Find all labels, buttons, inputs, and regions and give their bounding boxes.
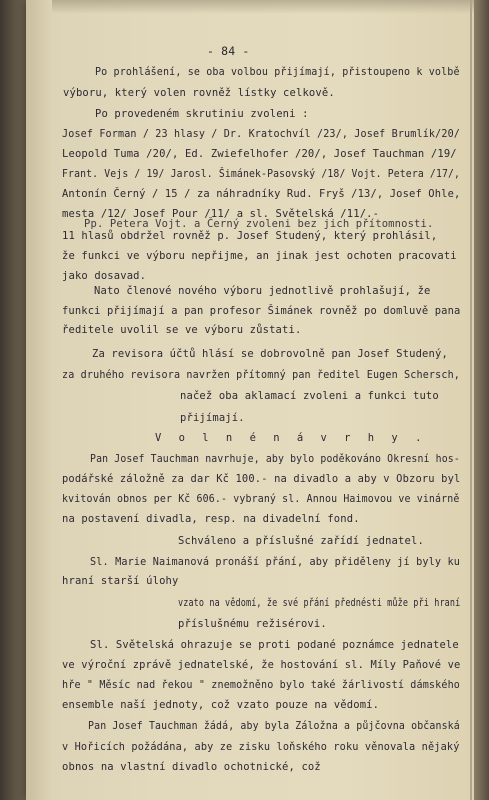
text-line: Frant. Vejs / 19/ Jarosl. Šimánek-Pasovský /18/ Vojt. Petera /17/, — [62, 168, 461, 180]
text-line: Josef Forman / 23 hlasy / Dr. Kratochvíl /23/, Josef Brumlík/20/ — [62, 128, 461, 140]
text-line: za druhého revisora navržen přítomný pan ředitel Eugen Schersch, — [62, 369, 461, 381]
text-line: ředitele uvolil se ve výboru zůstati. — [62, 324, 302, 336]
text-line: výboru, který volen rovněž lístky celkově. — [63, 87, 335, 99]
page-edge-line — [470, 0, 472, 800]
text-line: v Hořicích požádána, aby ze zisku loňského roku věnovala nějaký — [62, 741, 460, 753]
text-line: Za revisora účtů hlásí se dobrovolně pan Josef Studený, — [92, 348, 448, 360]
text-line: obnos na vlastní divadlo ochotnické, což — [62, 761, 321, 773]
overtyped-line: Pp. Petera Vojt. a Černý zvoleni bez jich přítomnosti. — [84, 218, 434, 230]
text-line: Po provedeném skrutiniu zvoleni : — [95, 108, 309, 120]
text-line: kvitován obnos per Kč 606.- vybraný sl. Annou Haimovou ve vinárně — [62, 493, 460, 505]
text-line: Leopold Tuma /20/, Ed. Zwiefelhofer /20/, Josef Tauchman /19/ — [62, 148, 457, 160]
text-line: podářské záložně za dar Kč 100.- na divadlo a aby v Obzoru byl — [62, 473, 461, 485]
text-line: Po prohlášení, se oba volbou přijímají, přistoupeno k volbě — [95, 66, 460, 78]
text-line: ensemble naší jednoty, což vzato pouze na vědomí. — [62, 699, 380, 711]
page-top-shadow — [52, 0, 489, 14]
text-line: že funkci ve výboru nepřijme, an jinak jest ochoten pracovati — [62, 250, 457, 262]
text-line: příslušnému režisérovi. — [178, 618, 327, 630]
text-line: ve výroční zprávě jednatelské, že hostování sl. Míly Paňové ve — [62, 659, 461, 671]
text-line: 11 hlasů obdržel rovněž p. Josef Studený, který prohlásil, — [62, 230, 438, 242]
text-line: Pan Josef Tauchman žádá, aby byla Záložna a půjčovna občanská — [88, 720, 460, 732]
text-line: Sl. Marie Naimanová pronáší přání, aby přiděleny jí byly ku — [90, 556, 460, 568]
text-line: na postavení divadla, resp. na divadelní fond. — [62, 513, 360, 525]
right-scan-edge — [474, 0, 489, 800]
text-line: funkci přijímají a pan profesor Šimánek rovněž po domluvě pana — [62, 305, 461, 317]
text-line: mesta /12/ Josef Pour /11/ a sl. Světelská /11/.- — [62, 208, 380, 220]
section-heading: V o l n é n á v r h y . — [155, 432, 427, 444]
text-line: vzato na vědomí, že své přání přednésti může při hraní — [178, 597, 461, 609]
text-line: Antonín Černý / 15 / za náhradníky Rud. Fryš /13/, Josef Ohle, — [62, 188, 461, 200]
text-line: Nato členové nového výboru jednotlivě prohlašují, že — [94, 285, 431, 297]
text-line: Schváleno a příslušné zařídí jednatel. — [178, 535, 424, 547]
text-line: hraní starší úlohy — [62, 575, 179, 587]
page-number: - 84 - — [207, 44, 250, 58]
text-line: hře " Měsíc nad řekou " znemožněno bylo také žárlivostí dámského — [62, 679, 461, 691]
text-line: načež oba aklamací zvoleni a funkci tuto — [180, 390, 439, 402]
text-line: Pan Josef Tauchman navrhuje, aby bylo poděkováno Okresní hos- — [90, 453, 460, 465]
text-line: Sl. Světelská ohrazuje se proti podané poznámce jednatele — [90, 639, 459, 651]
text-line: jako dosavad. — [62, 270, 147, 282]
text-line: přijímají. — [180, 412, 245, 424]
